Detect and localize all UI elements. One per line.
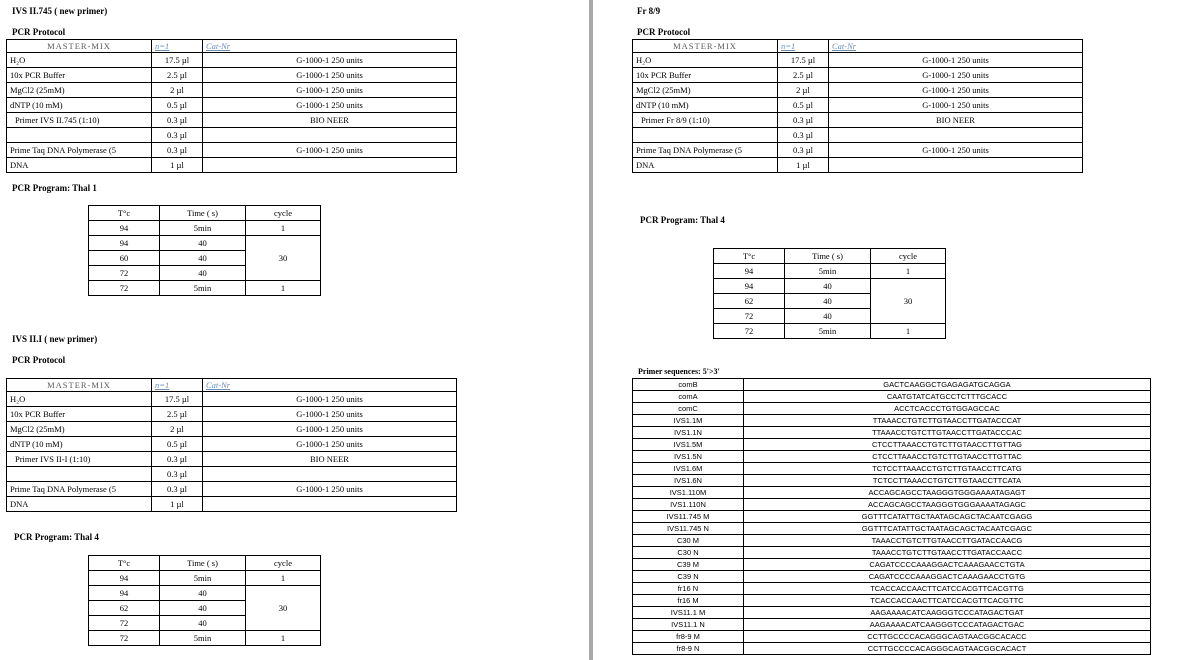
primer-row	[633, 463, 1151, 475]
primer-name-cell: IVS1.6M	[633, 463, 744, 475]
volume-cell: 2.5 µl	[152, 68, 203, 83]
volume-cell: 0.3 µl	[778, 113, 829, 128]
cat-nr-cell: G-1000-1 250 units	[829, 53, 1083, 68]
primer-sequence-cell: CTCCTTAAACCTGTCTTGTAACCTTGTTAG	[744, 439, 1151, 451]
primer-row	[633, 595, 1151, 607]
primer-name-cell: IVS1.110M	[633, 487, 744, 499]
program-header-cell: cycle	[871, 249, 946, 264]
reagent-cell: Primer IVS II-I (1:10)	[7, 452, 152, 467]
temperature-cell: 94	[89, 571, 160, 586]
program-header-row	[89, 556, 321, 571]
cycle-cell: 1	[246, 571, 321, 586]
volume-cell: 0.5 µl	[152, 437, 203, 452]
master-mix-header-row	[7, 40, 457, 53]
reagent-cell: DNA	[7, 497, 152, 512]
master-mix-row	[633, 143, 1083, 158]
primer-row	[633, 607, 1151, 619]
primer-name-cell: IVS1.5N	[633, 451, 744, 463]
primer-name-cell: IVS11.745 N	[633, 523, 744, 535]
master-mix-row	[7, 407, 457, 422]
primer-sequence-cell: GGTTTCATATTGCTAATAGCAGCTACAATCGAGC	[744, 523, 1151, 535]
master-mix-row	[7, 467, 457, 482]
program-header-cell: Time ( s)	[785, 249, 871, 264]
reagent-cell: dNTP (10 mM)	[633, 98, 778, 113]
volume-cell: 2 µl	[152, 83, 203, 98]
time-cell: 40	[160, 236, 246, 251]
primer-row	[633, 583, 1151, 595]
cat-nr-cell	[829, 128, 1083, 143]
primer-row	[633, 487, 1151, 499]
reagent-cell	[7, 467, 152, 482]
program-header-cell: Time ( s)	[160, 206, 246, 221]
primer-name-cell: C39 M	[633, 559, 744, 571]
reagent-cell: dNTP (10 mM)	[7, 437, 152, 452]
pcr-protocol-heading-2: PCR Protocol	[12, 355, 66, 365]
reagent-cell: DNA	[633, 158, 778, 173]
primer-row	[633, 523, 1151, 535]
primer-name-cell: fr8-9 N	[633, 643, 744, 655]
cycle-cell: 30	[246, 236, 321, 281]
primer-row	[633, 571, 1151, 583]
program-header-cell: cycle	[246, 206, 321, 221]
master-mix-row	[633, 158, 1083, 173]
primer-sequence-cell: TCTCCTTAAACCTGTCTTGTAACCTTCATA	[744, 475, 1151, 487]
program-row	[714, 279, 946, 294]
volume-cell: 0.5 µl	[778, 98, 829, 113]
program-header-cell: cycle	[246, 556, 321, 571]
volume-cell: 0.3 µl	[152, 113, 203, 128]
program-header-cell: Time ( s)	[160, 556, 246, 571]
primer-sequence-cell: AAGAAAACATCAAGGGTCCCATAGACTGAT	[744, 607, 1151, 619]
cat-nr-cell: G-1000-1 250 units	[829, 68, 1083, 83]
program-row	[89, 631, 321, 646]
primer-sequence-cell: AAGAAAACATCAAGGGTCCCATAGACTGAC	[744, 619, 1151, 631]
master-mix-row	[7, 437, 457, 452]
primer-row	[633, 559, 1151, 571]
master-mix-header-cell: MASTER-MIX	[7, 379, 152, 392]
temperature-cell: 60	[89, 251, 160, 266]
master-mix-row	[7, 143, 457, 158]
temperature-cell: 72	[89, 631, 160, 646]
volume-cell: 0.3 µl	[152, 452, 203, 467]
cat-nr-cell	[203, 128, 457, 143]
program-row	[89, 586, 321, 601]
reagent-cell: 10x PCR Buffer	[633, 68, 778, 83]
primer-sequence-cell: CTCCTTAAACCTGTCTTGTAACCTTGTTAC	[744, 451, 1151, 463]
primer-sequence-cell: ACCAGCAGCCTAAGGGTGGGAAAATAGAGT	[744, 487, 1151, 499]
master-mix-header-cell: n=1	[152, 379, 203, 392]
cat-nr-cell: BIO NEER	[829, 113, 1083, 128]
time-cell: 5min	[160, 571, 246, 586]
primer-name-cell: IVS1.5M	[633, 439, 744, 451]
section-title-fr-8-9: Fr 8/9	[637, 6, 661, 16]
pcr-program-heading-2: PCR Program: Thal 4	[14, 532, 99, 542]
temperature-cell: 72	[89, 266, 160, 281]
program-row	[89, 281, 321, 296]
reagent-cell: 10x PCR Buffer	[7, 407, 152, 422]
primer-row	[633, 403, 1151, 415]
master-mix-header-cell: Cat-Nr	[203, 379, 457, 392]
volume-cell: 17.5 µl	[152, 392, 203, 407]
volume-cell: 0.3 µl	[152, 482, 203, 497]
master-mix-row	[7, 422, 457, 437]
cat-nr-cell	[203, 158, 457, 173]
program-row	[89, 236, 321, 251]
primer-row	[633, 475, 1151, 487]
cat-nr-cell: G-1000-1 250 units	[203, 437, 457, 452]
primer-row	[633, 535, 1151, 547]
program-row	[714, 264, 946, 279]
temperature-cell: 94	[89, 221, 160, 236]
cat-nr-cell	[203, 467, 457, 482]
cat-nr-cell	[829, 158, 1083, 173]
cat-nr-cell: G-1000-1 250 units	[203, 407, 457, 422]
cat-nr-cell: G-1000-1 250 units	[203, 68, 457, 83]
master-mix-row	[633, 83, 1083, 98]
master-mix-table-ivs-ii-i	[6, 378, 457, 512]
cat-nr-cell: G-1000-1 250 units	[829, 143, 1083, 158]
volume-cell: 0.5 µl	[152, 98, 203, 113]
master-mix-row	[7, 392, 457, 407]
reagent-cell: dNTP (10 mM)	[7, 98, 152, 113]
master-mix-header-cell: MASTER-MIX	[7, 40, 152, 53]
primer-name-cell: comA	[633, 391, 744, 403]
volume-cell: 2 µl	[152, 422, 203, 437]
pcr-program-heading-right: PCR Program: Thal 4	[640, 215, 725, 225]
volume-cell: 1 µl	[152, 158, 203, 173]
primer-name-cell: IVS1.110N	[633, 499, 744, 511]
primer-sequence-cell: TCACCACCAACTTCATCCACGTTCACGTTG	[744, 583, 1151, 595]
primer-name-cell: C30 N	[633, 547, 744, 559]
reagent-cell: MgCl2 (25mM)	[633, 83, 778, 98]
reagent-cell: Prime Taq DNA Polymerase (5	[7, 482, 152, 497]
time-cell: 40	[160, 251, 246, 266]
reagent-cell: Primer Fr 8/9 (1:10)	[633, 113, 778, 128]
cat-nr-cell: G-1000-1 250 units	[203, 83, 457, 98]
master-mix-table-fr-8-9	[632, 39, 1083, 173]
primer-row	[633, 451, 1151, 463]
primer-row	[633, 415, 1151, 427]
volume-cell: 0.3 µl	[152, 128, 203, 143]
time-cell: 40	[785, 279, 871, 294]
primer-name-cell: IVS11.745 M	[633, 511, 744, 523]
master-mix-row	[633, 53, 1083, 68]
time-cell: 5min	[160, 221, 246, 236]
cat-nr-cell: G-1000-1 250 units	[829, 98, 1083, 113]
temperature-cell: 94	[714, 279, 785, 294]
temperature-cell: 94	[89, 586, 160, 601]
time-cell: 40	[160, 601, 246, 616]
primer-name-cell: IVS11.1 N	[633, 619, 744, 631]
cat-nr-cell: G-1000-1 250 units	[203, 143, 457, 158]
primer-row	[633, 547, 1151, 559]
page-divider	[589, 0, 593, 660]
master-mix-row	[7, 158, 457, 173]
reagent-cell: DNA	[7, 158, 152, 173]
program-row	[714, 324, 946, 339]
time-cell: 5min	[160, 631, 246, 646]
program-header-cell: T°c	[89, 556, 160, 571]
time-cell: 5min	[160, 281, 246, 296]
master-mix-row	[7, 482, 457, 497]
primer-sequence-cell: CCTTGCCCCACAGGGCAGTAACGGCACACC	[744, 631, 1151, 643]
master-mix-header-cell: n=1	[152, 40, 203, 53]
volume-cell: 0.3 µl	[152, 143, 203, 158]
time-cell: 40	[160, 266, 246, 281]
primer-name-cell: C30 M	[633, 535, 744, 547]
primer-row	[633, 619, 1151, 631]
primer-name-cell: fr16 M	[633, 595, 744, 607]
reagent-cell: H₂O	[7, 392, 152, 407]
master-mix-header-cell: MASTER-MIX	[633, 40, 778, 53]
program-header-cell: T°c	[714, 249, 785, 264]
cat-nr-cell: G-1000-1 250 units	[829, 83, 1083, 98]
primer-sequence-cell: GGTTTCATATTGCTAATAGCAGCTACAATCGAGG	[744, 511, 1151, 523]
master-mix-row	[633, 113, 1083, 128]
temperature-cell: 62	[89, 601, 160, 616]
section-title-ivs-ii-i: IVS II.I ( new primer)	[12, 334, 98, 344]
temperature-cell: 72	[714, 309, 785, 324]
reagent-cell: Primer IVS II.745 (1:10)	[7, 113, 152, 128]
primer-sequences-heading: Primer sequences: 5'>3'	[638, 367, 720, 376]
time-cell: 5min	[785, 264, 871, 279]
master-mix-row	[7, 98, 457, 113]
primer-name-cell: IVS1.1N	[633, 427, 744, 439]
master-mix-row	[7, 497, 457, 512]
cycle-cell: 1	[246, 221, 321, 236]
master-mix-row	[633, 68, 1083, 83]
volume-cell: 1 µl	[778, 158, 829, 173]
temperature-cell: 72	[89, 616, 160, 631]
volume-cell: 17.5 µl	[152, 53, 203, 68]
program-header-cell: T°c	[89, 206, 160, 221]
volume-cell: 0.3 µl	[778, 128, 829, 143]
master-mix-row	[7, 68, 457, 83]
primer-sequence-cell: TCTCCTTAAACCTGTCTTGTAACCTTCATG	[744, 463, 1151, 475]
reagent-cell: H₂O	[7, 53, 152, 68]
primer-row	[633, 511, 1151, 523]
primer-sequence-cell: CCTTGCCCCACAGGGCAGTAACGGCACACT	[744, 643, 1151, 655]
cycle-cell: 30	[871, 279, 946, 324]
cat-nr-cell: G-1000-1 250 units	[203, 482, 457, 497]
master-mix-row	[633, 128, 1083, 143]
master-mix-row	[7, 83, 457, 98]
primer-row	[633, 643, 1151, 655]
master-mix-row	[7, 53, 457, 68]
pcr-program-table-thal-1	[88, 205, 321, 296]
cat-nr-cell: G-1000-1 250 units	[203, 98, 457, 113]
master-mix-table-ivs-ii-745	[6, 39, 457, 173]
temperature-cell: 94	[89, 236, 160, 251]
primer-sequence-cell: CAATGTATCATGCCTCTTTGCACC	[744, 391, 1151, 403]
cat-nr-cell: G-1000-1 250 units	[203, 53, 457, 68]
master-mix-header-row	[633, 40, 1083, 53]
primer-name-cell: comC	[633, 403, 744, 415]
primer-name-cell: IVS1.6N	[633, 475, 744, 487]
cycle-cell: 1	[246, 631, 321, 646]
temperature-cell: 72	[714, 324, 785, 339]
volume-cell: 2.5 µl	[152, 407, 203, 422]
primer-row	[633, 391, 1151, 403]
master-mix-row	[633, 98, 1083, 113]
primer-sequence-cell: TCACCACCAACTTCATCCACGTTCACGTTC	[744, 595, 1151, 607]
primer-sequence-cell: TTAAACCTGTCTTGTAACCTTGATACCCAC	[744, 427, 1151, 439]
pcr-program-table-thal-4-right	[713, 248, 946, 339]
primer-name-cell: IVS1.1M	[633, 415, 744, 427]
primer-row	[633, 499, 1151, 511]
master-mix-header-cell: n=1	[778, 40, 829, 53]
primer-name-cell: fr8-9 M	[633, 631, 744, 643]
reagent-cell: Prime Taq DNA Polymerase (5	[633, 143, 778, 158]
temperature-cell: 72	[89, 281, 160, 296]
program-header-row	[89, 206, 321, 221]
master-mix-row	[7, 113, 457, 128]
time-cell: 40	[785, 294, 871, 309]
pcr-program-heading-1: PCR Program: Thal 1	[12, 183, 97, 193]
primer-sequence-cell: CAGATCCCCAAAGGACTCAAAGAACCTGTA	[744, 559, 1151, 571]
reagent-cell: 10x PCR Buffer	[7, 68, 152, 83]
program-row	[89, 221, 321, 236]
pcr-protocol-heading-right: PCR Protocol	[637, 27, 691, 37]
reagent-cell	[633, 128, 778, 143]
reagent-cell: Prime Taq DNA Polymerase (5	[7, 143, 152, 158]
primer-sequence-cell: CAGATCCCCAAAGGACTCAAAGAACCTGTG	[744, 571, 1151, 583]
master-mix-header-cell: Cat-Nr	[203, 40, 457, 53]
time-cell: 5min	[785, 324, 871, 339]
master-mix-row	[7, 452, 457, 467]
cycle-cell: 1	[246, 281, 321, 296]
primer-sequence-cell: GACTCAAGGCTGAGAGATGCAGGA	[744, 379, 1151, 391]
primer-name-cell: C39 N	[633, 571, 744, 583]
pcr-program-table-thal-4-left	[88, 555, 321, 646]
temperature-cell: 62	[714, 294, 785, 309]
master-mix-row	[7, 128, 457, 143]
cycle-cell: 1	[871, 264, 946, 279]
cycle-cell: 1	[871, 324, 946, 339]
cycle-cell: 30	[246, 586, 321, 631]
pcr-protocol-heading-1: PCR Protocol	[12, 27, 66, 37]
time-cell: 40	[160, 616, 246, 631]
program-header-row	[714, 249, 946, 264]
reagent-cell: MgCl2 (25mM)	[7, 83, 152, 98]
primer-sequence-cell: TAAACCTGTCTTGTAACCTTGATACCAACG	[744, 535, 1151, 547]
primer-row	[633, 427, 1151, 439]
primer-row	[633, 379, 1151, 391]
program-row	[89, 571, 321, 586]
volume-cell: 2.5 µl	[778, 68, 829, 83]
cat-nr-cell: G-1000-1 250 units	[203, 392, 457, 407]
cat-nr-cell: G-1000-1 250 units	[203, 422, 457, 437]
section-title-ivs-ii-745: IVS II.745 ( new primer)	[12, 6, 108, 16]
cat-nr-cell	[203, 497, 457, 512]
reagent-cell	[7, 128, 152, 143]
primer-name-cell: comB	[633, 379, 744, 391]
master-mix-header-row	[7, 379, 457, 392]
volume-cell: 2 µl	[778, 83, 829, 98]
reagent-cell: MgCl2 (25mM)	[7, 422, 152, 437]
volume-cell: 0.3 µl	[778, 143, 829, 158]
primer-row	[633, 439, 1151, 451]
volume-cell: 1 µl	[152, 497, 203, 512]
primer-sequence-cell: TAAACCTGTCTTGTAACCTTGATACCAACC	[744, 547, 1151, 559]
primer-name-cell: fr16 N	[633, 583, 744, 595]
time-cell: 40	[785, 309, 871, 324]
cat-nr-cell: BIO NEER	[203, 113, 457, 128]
reagent-cell: H₂O	[633, 53, 778, 68]
primer-sequence-cell: ACCAGCAGCCTAAGGGTGGGAAAATAGAGC	[744, 499, 1151, 511]
time-cell: 40	[160, 586, 246, 601]
primer-sequences-table	[632, 378, 1151, 655]
volume-cell: 0.3 µl	[152, 467, 203, 482]
volume-cell: 17.5 µl	[778, 53, 829, 68]
primer-sequence-cell: TTAAACCTGTCTTGTAACCTTGATACCCAT	[744, 415, 1151, 427]
temperature-cell: 94	[714, 264, 785, 279]
cat-nr-cell: BIO NEER	[203, 452, 457, 467]
master-mix-header-cell: Cat-Nr	[829, 40, 1083, 53]
primer-name-cell: IVS11.1 M	[633, 607, 744, 619]
primer-sequence-cell: ACCTCACCCTGTGGAGCCAC	[744, 403, 1151, 415]
primer-row	[633, 631, 1151, 643]
